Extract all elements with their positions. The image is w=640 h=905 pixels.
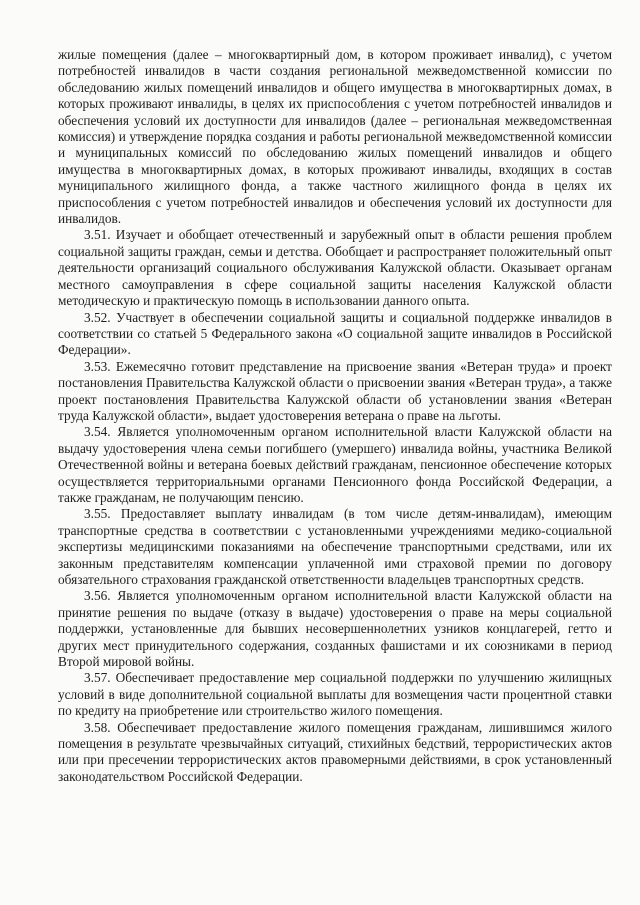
paragraph-3-53: 3.53. Ежемесячно готовит представление на присвоение звания «Ветеран труда» и проект постановления Правительства Калужской области о присвоении звания «Ветеран труда», а также проект постановления Правительства Калужской области об установлении звания «Ветеран труда Калужской области», выдает удостоверения ветерана о праве на льготы. bbox=[58, 358, 612, 423]
paragraph-3-55: 3.55. Предоставляет выплату инвалидам (в том числе детям-инвалидам), имеющим транспортные средства в соответствии с установленными учреждениями медико-социальной экспертизы медицинскими показаниями на обеспечение транспортными средствами, или их законным представителям компенсации уплаченной ими страховой премии по договору обязательного страхования гражданской ответственности владельцев транспортных средств. bbox=[58, 506, 612, 587]
paragraph-3-52: 3.52. Участвует в обеспечении социальной защиты и социальной поддержке инвалидов в соответствии со статьей 5 Федерального закона «О социальной защите инвалидов в Российской Федерации». bbox=[58, 309, 612, 358]
paragraph-3-54: 3.54. Является уполномоченным органом исполнительной власти Калужской области на выдачу удостоверения члена семьи погибшего (умершего) инвалида войны, участника Великой Отечественной войны и ветерана боевых действий гражданам, пенсионное обеспечение которых осуществляется территориальными органами Пенсионного фонда Российской Федерации, а также гражданам, не получающим пенсию. bbox=[58, 424, 612, 505]
paragraph-3-56: 3.56. Является уполномоченным органом исполнительной власти Калужской области на принятие решения по выдаче (отказу в выдаче) удостоверения о праве на меры социальной поддержки, установленные для бывших несовершеннолетних узников концлагерей, гетто и других мест принудительного содержания, созданных фашистами и их союзниками в период Второй мировой войны. bbox=[58, 588, 612, 670]
paragraph-continuation: жилые помещения (далее – многоквартирный дом, в котором проживает инвалид), с учетом потребностей инвалидов в части создания региональной межведомственной комиссии по обследованию жилых помещений инвалидов и общего имущества в многоквартирных домах, в которых проживают инвалиды, в целях их приспособления с учетом потребностей инвалидов и обеспечения условий их доступности для инвалидов (далее – региональная межведомственная комиссия) и утверждение порядка создания и работы региональной межведомственной комиссии и муниципальных комиссий по обследованию жилых помещений инвалидов и общего имущества в многоквартирных домах, в которых проживают инвалиды, входящих в состав муниципального жилищного фонда, а также частного жилищного фонда в целях их приспособления с учетом потребностей инвалидов и обеспечения условий их доступности для инвалидов. bbox=[58, 47, 612, 227]
paragraph-3-51: 3.51. Изучает и обобщает отечественный и зарубежный опыт в области решения проблем социальной защиты граждан, семьи и детства. Обобщает и распространяет положительный опыт деятельности организаций социального обслуживания Калужской области. Оказывает органам местного самоуправления в сфере социальной защиты населения Калужской области методическую и практическую помощь в использовании данного опыта. bbox=[58, 227, 612, 309]
paragraph-3-57: 3.57. Обеспечивает предоставление мер социальной поддержки по улучшению жилищных условий в виде дополнительной социальной выплаты для возмещения части процентной ставки по кредиту на приобретение или строительство жилого помещения. bbox=[58, 670, 612, 719]
paragraph-3-58: 3.58. Обеспечивает предоставление жилого помещения гражданам, лишившимся жилого помещения в результате чрезвычайных ситуаций, стихийных бедствий, террористических актов или при пресечении террористических актов правомерными действиями, в срок установленный законодательством Российской Федерации. bbox=[58, 719, 612, 784]
